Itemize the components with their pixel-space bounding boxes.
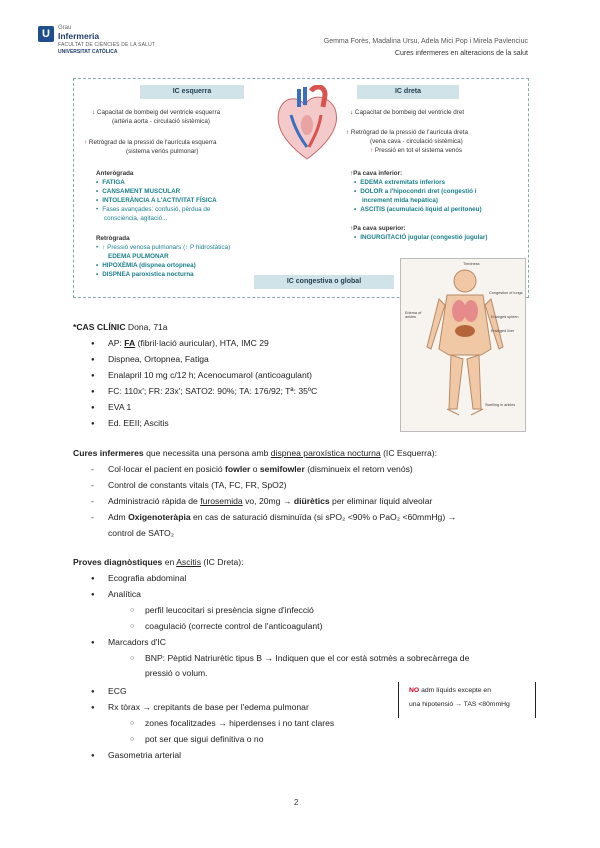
antero-item: • Fases avançades: confusió, pèrdua de xyxy=(96,206,210,215)
fluids-note xyxy=(398,682,536,718)
ic-global-title: IC congestiva o global xyxy=(254,275,394,289)
anatomy-label: Enlarged liver xyxy=(491,329,515,333)
cava-inferior-item: • EDEMA extremitats inferiors xyxy=(354,179,445,188)
right-capacity: ↓ Capacitat de bombeig del ventricle dret xyxy=(350,109,465,116)
left-retrograde: ↑ Retrògrad de la pressió de l'aurícula esquerra xyxy=(84,139,217,146)
fluids-note-line2: una hipotensió → TAS <80mmHg xyxy=(409,701,510,708)
proves-subitem: ○ pot ser que sigui definitiva o no xyxy=(145,734,263,745)
anatomy-label: Edema of ankles xyxy=(405,311,422,319)
header-authors: Gemma Forès, Madalina Ursu, Adela Mici Pop i Mirela Pavlenciuc xyxy=(323,38,528,45)
retro-item: • ↑ Pressió venosa pulmonars (↑ P hidrostàtica) xyxy=(96,244,230,253)
page-number: 2 xyxy=(294,798,299,807)
cava-inferior-item-cont: increment mida hepàtica) xyxy=(362,197,438,204)
anatomy-label: Swelling in ankles xyxy=(485,403,516,407)
ic-left-title: IC esquerra xyxy=(140,85,244,99)
left-capacity: ↓ Capacitat de bombeig del ventricle esquerra xyxy=(92,109,221,116)
left-capacity-sub: (artèria aorta - circulació sistèmica) xyxy=(112,118,210,125)
header-subtitle: Cures infermeres en alteracions de la salut xyxy=(394,50,528,57)
retro-title: Retrògrada xyxy=(96,235,130,242)
cava-superior-item: • INGURGITACIÓ jugular (congestió jugular) xyxy=(354,234,487,243)
proves-item: ● Rx tòrax → crepitants de base per l'edema pulmonar xyxy=(108,702,309,713)
cava-inferior-item: • ASCITIS (acumulació líquid al peritoneu) xyxy=(354,206,482,215)
case-item: ● EVA 1 xyxy=(108,402,131,413)
case-item: ● AP: FA (fibril·lació auricular), HTA, IMC 29 xyxy=(108,338,269,349)
heart-illustration xyxy=(271,85,343,163)
proves-item: ● Ecografia abdominal xyxy=(108,573,186,584)
case-item: ● FC: 110x'; FR: 23x'; SATO2: 90%; TA: 176/92; Tª: 35ºC xyxy=(108,386,317,397)
logo-university: UNIVERSITAT CATÒLICA xyxy=(58,49,118,55)
fluids-note-line1: NO adm líquids excepte en xyxy=(409,687,491,694)
left-retrograde-sub: (sistema venós pulmonar) xyxy=(126,148,199,155)
retro-item: • HIPOXÈMIA (dispnea ortopnea) xyxy=(96,262,196,271)
right-retrograde-sub2: ↑ Pressió en tot el sistema venós xyxy=(370,147,463,154)
proves-item: ● Marcadors d'IC xyxy=(108,637,166,648)
anatomy-label: Tiredness xyxy=(463,262,480,266)
cures-item: - Col·locar el pacient en posició fowler o semifowler (disminueix el retorn venós) xyxy=(108,464,413,475)
proves-subitem: ○ coagulació (correcte control de l'anticoagulant) xyxy=(145,621,322,632)
antero-item: • FATIGA xyxy=(96,179,125,188)
cava-inferior-title: ↑Pa cava inferior: xyxy=(350,170,403,177)
cures-item: - Administració ràpida de furosemida vo, 20mg → diürètics per eliminar líquid alveolar xyxy=(108,496,432,507)
cava-inferior-item: • DOLOR a l'hipocondri dret (congestió i xyxy=(354,188,476,197)
anatomy-label: Enlarged spleen xyxy=(491,315,519,319)
proves-subitem: ○ zones focalitzades → hiperdenses i no tant clares xyxy=(145,718,334,729)
proves-item: ● ECG xyxy=(108,686,127,697)
case-item: ● Dispnea, Ortopnea, Fatiga xyxy=(108,354,209,365)
case-item: ● Enalapril 10 mg c/12 h; Acenocumarol (anticoagulant) xyxy=(108,370,312,381)
university-logo-mark: U xyxy=(38,26,54,42)
proves-subitem: ○ BNP: Pèptid Natriurètic tipus B → Indiquen que el cor està sotmès a sobrecàrrega de xyxy=(145,653,469,664)
antero-item-cont: consciència, agitació... xyxy=(104,215,168,222)
antero-item: • CANSAMENT MUSCULAR xyxy=(96,188,180,197)
proves-subitem-cont: pressió o volum. xyxy=(145,668,208,678)
ic-right-title: IC dreta xyxy=(357,85,459,99)
case-heading: *CAS CLÍNIC Dona, 71a xyxy=(73,322,168,332)
right-retrograde: ↑ Retrògrad de la pressió de l'aurícula dreta xyxy=(346,129,468,136)
case-item: ● Ed. EEII; Ascitis xyxy=(108,418,169,429)
retro-item: • DISPNEA paroxística nocturna xyxy=(96,271,194,280)
body-anatomy-illustration xyxy=(400,258,526,432)
right-retrograde-sub: (vena cava - circulació sistèmica) xyxy=(370,138,463,145)
cures-item: - Adm Oxigenoteràpia en cas de saturació disminuïda (si sPO₂ <90% o PaO₂ <60mmHg) → xyxy=(108,512,456,523)
proves-item: ● Gasometria arterial xyxy=(108,750,181,761)
proves-subitem: ○ perfil leucocitari si presència signe d'infecció xyxy=(145,605,314,616)
cava-superior-title: ↑Pa cava superior: xyxy=(350,225,406,232)
cures-heading: Cures infermeres que necessita una persona amb dispnea paroxística nocturna (IC Esquerra): xyxy=(73,448,438,458)
logo-grau: Grau xyxy=(58,25,72,31)
proves-heading: Proves diagnòstiques en Ascitis (IC Dreta): xyxy=(73,557,244,567)
anatomy-label: Congestion of lungs xyxy=(489,291,523,295)
logo-faculty: FACULTAT DE CIÈNCIES DE LA SALUT xyxy=(58,42,156,48)
cures-item: - Control de constants vitals (TA, FC, FR, SpO2) xyxy=(108,480,286,491)
antero-title: Anterògrada xyxy=(96,170,134,177)
cures-item-cont: control de SATO₂ xyxy=(108,528,175,538)
antero-item: • INTOLERÀNCIA A L'ACTIVITAT FÍSICA xyxy=(96,197,217,206)
proves-item: ● Analítica xyxy=(108,589,141,600)
retro-item: EDEMA PULMONAR xyxy=(108,253,169,260)
logo-title: Infermeria xyxy=(58,31,100,41)
